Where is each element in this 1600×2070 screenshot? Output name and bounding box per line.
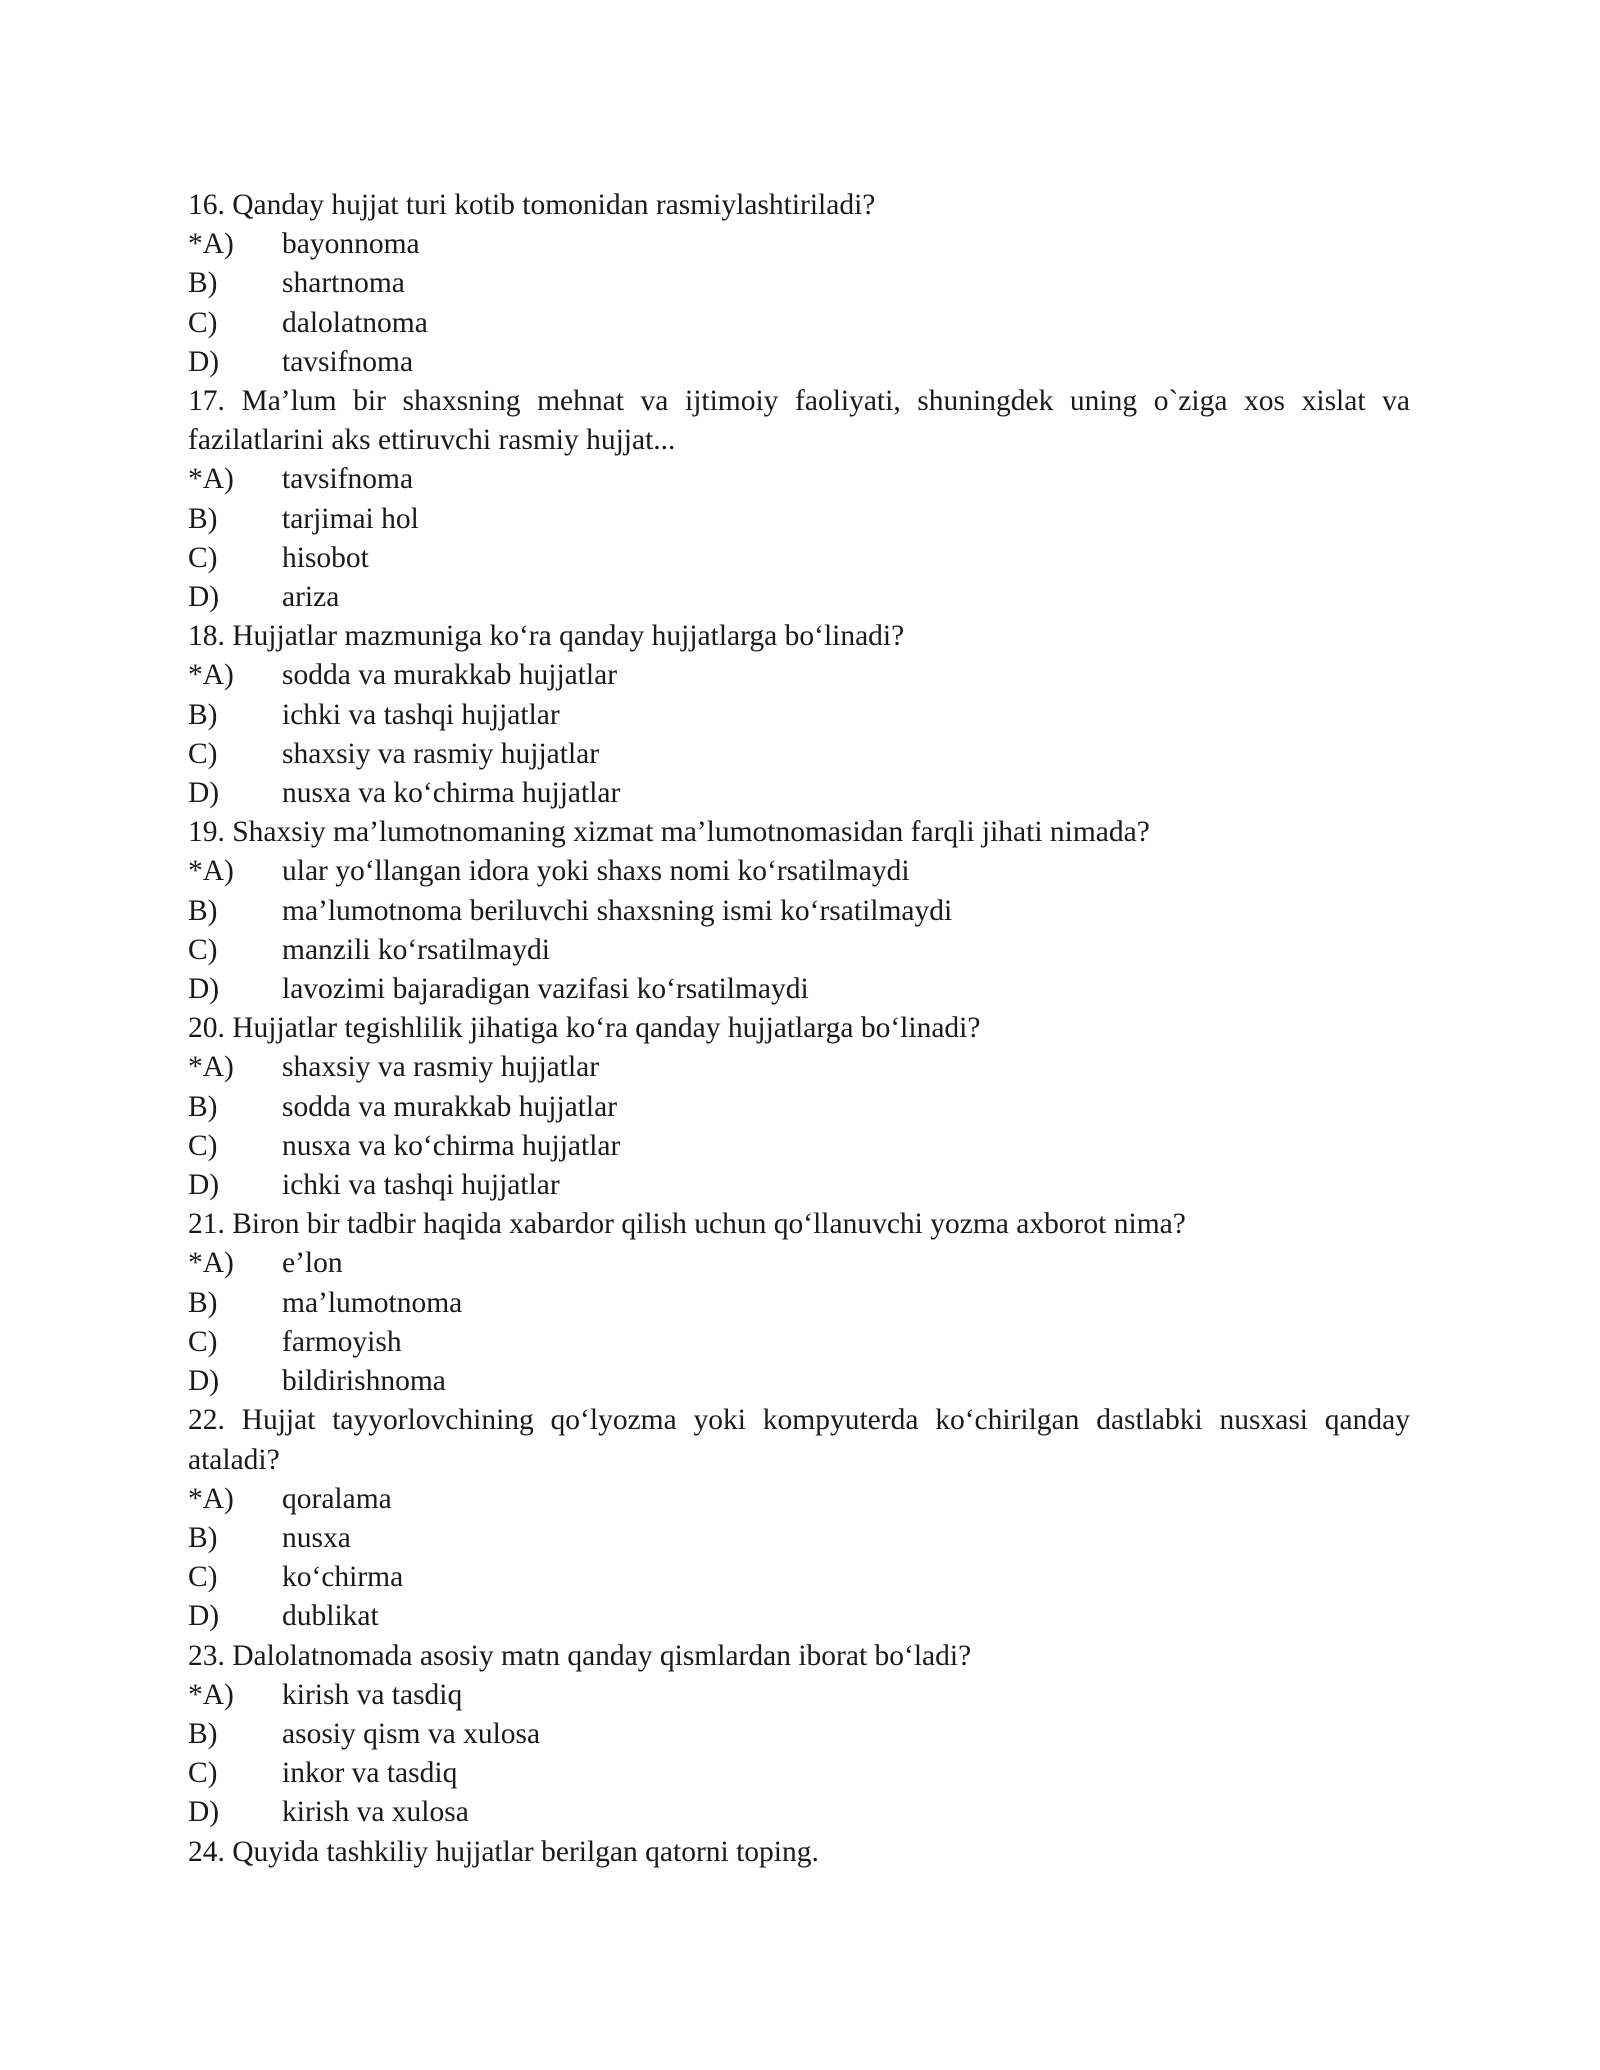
answer-option bbox=[188, 1558, 1410, 1597]
answer-option bbox=[188, 931, 1410, 970]
answer-option bbox=[188, 1480, 1410, 1519]
question-block bbox=[188, 1009, 1410, 1205]
option-text: ma’lumotnoma bbox=[282, 1286, 463, 1319]
answer-option bbox=[188, 264, 1410, 303]
option-label: *A) bbox=[188, 855, 234, 888]
answer-option bbox=[188, 578, 1410, 617]
option-text: shaxsiy va rasmiy hujjatlar bbox=[282, 737, 600, 770]
question-text: 17. Ma’lum bir shaxsning mehnat va ijtimoiy faoliyati, shuningdek uning o`ziga xos xislat va fazilatlarini aks ettiruvchi rasmiy hujjat... bbox=[188, 385, 1410, 457]
option-text: shartnoma bbox=[282, 267, 405, 300]
answer-option bbox=[188, 892, 1410, 931]
option-text: dublikat bbox=[282, 1600, 379, 1633]
answer-option bbox=[188, 1793, 1410, 1832]
option-label: C) bbox=[188, 933, 218, 966]
option-text: kirish va tasdiq bbox=[282, 1678, 463, 1711]
option-text: nusxa va ko‘chirma hujjatlar bbox=[282, 1129, 621, 1162]
question-text: 20. Hujjatlar tegishlilik jihatiga ko‘ra qanday hujjatlarga bo‘linadi? bbox=[188, 1012, 981, 1045]
question-text: 23. Dalolatnomada asosiy matn qanday qismlardan iborat bo‘ladi? bbox=[188, 1639, 972, 1672]
option-text: bildirishnoma bbox=[282, 1365, 446, 1398]
answer-option bbox=[188, 1127, 1410, 1166]
answer-option bbox=[188, 225, 1410, 264]
option-text: manzili ko‘rsatilmaydi bbox=[282, 933, 550, 966]
answer-option bbox=[188, 970, 1410, 1009]
question-text: 16. Qanday hujjat turi kotib tomonidan rasmiylashtiriladi? bbox=[188, 189, 876, 221]
option-text: ular yo‘llangan idora yoki shaxs nomi ko‘rsatilmaydi bbox=[282, 855, 910, 888]
option-text: ichki va tashqi hujjatlar bbox=[282, 1169, 560, 1202]
option-label: C) bbox=[188, 1325, 218, 1358]
option-label: C) bbox=[188, 1561, 218, 1594]
answer-option bbox=[188, 656, 1410, 695]
answer-option bbox=[188, 343, 1410, 382]
option-label: C) bbox=[188, 737, 218, 770]
question-text: 24. Quyida tashkiliy hujjatlar berilgan qatorni toping. bbox=[188, 1835, 819, 1868]
question-text: 19. Shaxsiy ma’lumotnomaning xizmat ma’lumotnomasidan farqli jihati nimada? bbox=[188, 816, 1150, 849]
question-block bbox=[188, 813, 1410, 1009]
question-text: 22. Hujjat tayyorlovchining qo‘lyozma yoki kompyuterda ko‘chirilgan dastlabki nusxasi qanday ataladi? bbox=[188, 1404, 1410, 1476]
question-block bbox=[188, 1205, 1410, 1401]
option-text: farmoyish bbox=[282, 1325, 402, 1358]
question-block bbox=[188, 1401, 1410, 1636]
answer-option bbox=[188, 1754, 1410, 1793]
option-label: *A) bbox=[188, 463, 234, 496]
answer-option bbox=[188, 1088, 1410, 1127]
option-label: *A) bbox=[188, 228, 234, 261]
answer-option bbox=[188, 1676, 1410, 1715]
option-label: D) bbox=[188, 345, 220, 378]
option-text: hisobot bbox=[282, 541, 369, 574]
option-text: e’lon bbox=[282, 1247, 343, 1280]
question-text: 21. Biron bir tadbir haqida xabardor qilish uchun qo‘llanuvchi yozma axborot nima? bbox=[188, 1208, 1186, 1241]
option-text: bayonnoma bbox=[282, 228, 420, 261]
answer-option bbox=[188, 1284, 1410, 1323]
option-text: ko‘chirma bbox=[282, 1561, 404, 1594]
option-text: lavozimi bajaradigan vazifasi ko‘rsatilmaydi bbox=[282, 973, 809, 1006]
answer-option bbox=[188, 460, 1410, 499]
answer-option bbox=[188, 1597, 1410, 1636]
answer-option bbox=[188, 539, 1410, 578]
answer-option bbox=[188, 696, 1410, 735]
option-label: *A) bbox=[188, 1247, 234, 1280]
option-label: D) bbox=[188, 973, 220, 1006]
option-text: inkor va tasdiq bbox=[282, 1757, 458, 1790]
option-label: C) bbox=[188, 1757, 218, 1790]
answer-option bbox=[188, 1244, 1410, 1283]
option-text: tarjimai hol bbox=[282, 502, 419, 535]
answer-option bbox=[188, 735, 1410, 774]
question-block bbox=[188, 1637, 1410, 1833]
option-text: nusxa va ko‘chirma hujjatlar bbox=[282, 777, 621, 810]
option-text: sodda va murakkab hujjatlar bbox=[282, 659, 618, 692]
option-text: kirish va xulosa bbox=[282, 1796, 469, 1829]
option-label: D) bbox=[188, 1365, 220, 1398]
answer-option bbox=[188, 1048, 1410, 1087]
answer-option bbox=[188, 1166, 1410, 1205]
option-text: dalolatnoma bbox=[282, 306, 428, 339]
question-block bbox=[188, 382, 1410, 617]
option-text: nusxa bbox=[282, 1521, 351, 1554]
question-block bbox=[188, 186, 1410, 382]
option-text: ma’lumotnoma beriluvchi shaxsning ismi ko‘rsatilmaydi bbox=[282, 894, 953, 927]
answer-option bbox=[188, 1715, 1410, 1754]
option-label: D) bbox=[188, 777, 220, 810]
option-text: tavsifnoma bbox=[282, 345, 414, 378]
option-label: *A) bbox=[188, 1482, 234, 1515]
question-block bbox=[188, 1833, 1410, 1872]
option-label: D) bbox=[188, 1600, 220, 1633]
answer-option bbox=[188, 1362, 1410, 1401]
option-label: *A) bbox=[188, 1678, 234, 1711]
option-label: D) bbox=[188, 1169, 220, 1202]
option-label: B) bbox=[188, 1090, 218, 1123]
option-label: B) bbox=[188, 502, 218, 535]
answer-option bbox=[188, 852, 1410, 891]
option-label: *A) bbox=[188, 659, 234, 692]
option-text: asosiy qism va xulosa bbox=[282, 1717, 541, 1750]
option-text: qoralama bbox=[282, 1482, 392, 1515]
option-text: shaxsiy va rasmiy hujjatlar bbox=[282, 1051, 600, 1084]
option-label: C) bbox=[188, 306, 218, 339]
option-label: B) bbox=[188, 1521, 218, 1554]
option-label: B) bbox=[188, 1286, 218, 1319]
option-label: B) bbox=[188, 1717, 218, 1750]
option-text: tavsifnoma bbox=[282, 463, 414, 496]
option-label: B) bbox=[188, 267, 218, 300]
option-label: *A) bbox=[188, 1051, 234, 1084]
question-text: 18. Hujjatlar mazmuniga ko‘ra qanday hujjatlarga bo‘linadi? bbox=[188, 620, 905, 653]
option-label: B) bbox=[188, 698, 218, 731]
question-block bbox=[188, 617, 1410, 813]
answer-option bbox=[188, 500, 1410, 539]
answer-option bbox=[188, 304, 1410, 343]
answer-option bbox=[188, 1519, 1410, 1558]
option-text: ichki va tashqi hujjatlar bbox=[282, 698, 560, 731]
option-label: D) bbox=[188, 581, 220, 614]
option-label: D) bbox=[188, 1796, 220, 1829]
document-page bbox=[188, 186, 1410, 1872]
option-label: B) bbox=[188, 894, 218, 927]
option-text: sodda va murakkab hujjatlar bbox=[282, 1090, 618, 1123]
option-label: C) bbox=[188, 541, 218, 574]
answer-option bbox=[188, 1323, 1410, 1362]
option-label: C) bbox=[188, 1129, 218, 1162]
answer-option bbox=[188, 774, 1410, 813]
option-text: ariza bbox=[282, 581, 340, 614]
